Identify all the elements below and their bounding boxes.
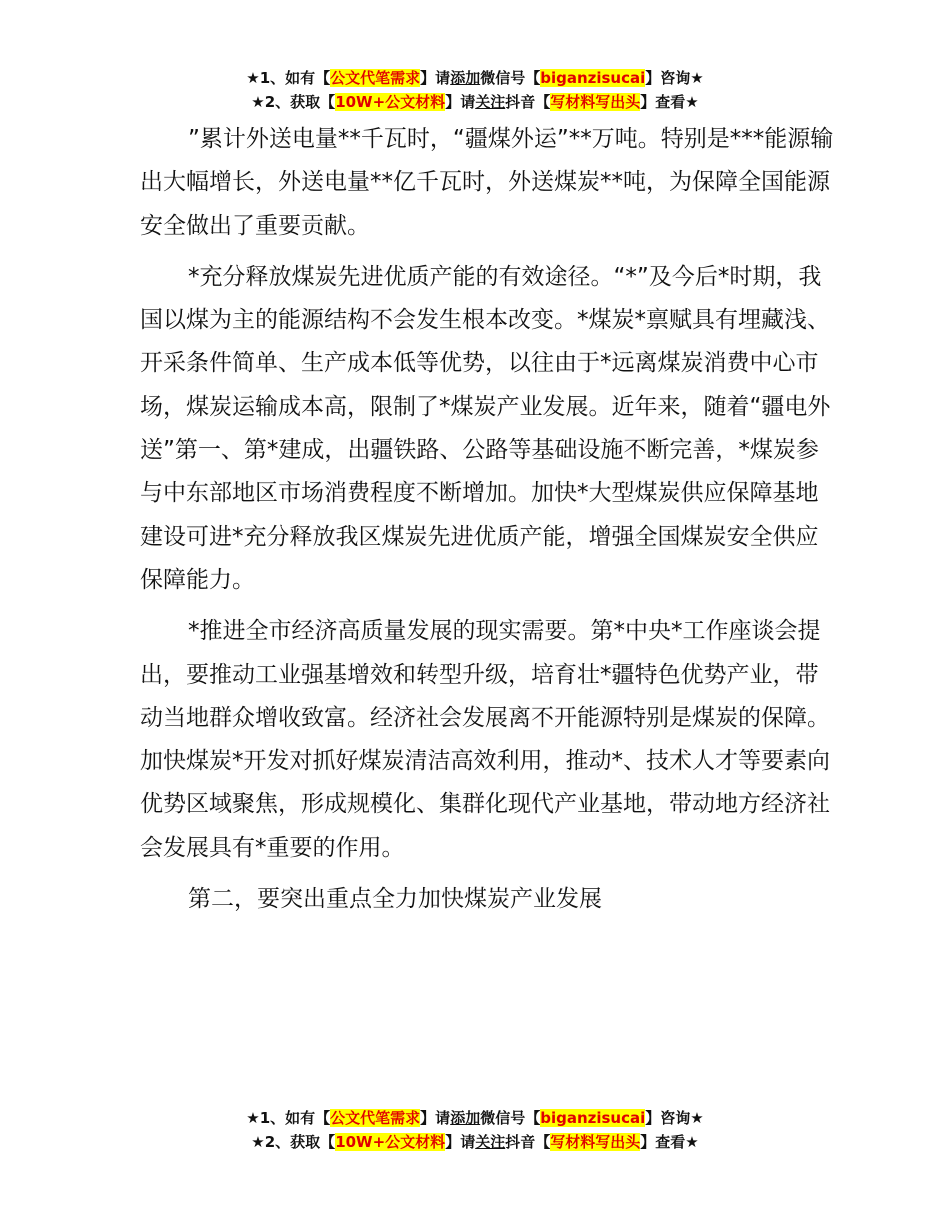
header-line-1-underlined: 添加: [450, 69, 481, 87]
document-body: [140, 118, 840, 929]
footer-banner: [0, 1106, 950, 1154]
footer-line-2-underlined: 关注: [475, 1133, 506, 1151]
header-line-1-highlight-service: 公文代笔需求: [330, 69, 421, 87]
footer-line-2-part1: ★2、获取【: [251, 1133, 336, 1151]
header-line-2-part4: 】查看★: [640, 93, 699, 111]
header-line-2-highlight-douyin: 写材料写出头: [550, 93, 641, 111]
footer-line-2: [0, 1130, 950, 1154]
header-line-2-part3: 抖音【: [505, 93, 551, 111]
section-heading: 第二，要突出重点全力加快煤炭产业发展: [188, 886, 602, 913]
header-line-1-part4: 】咨询★: [645, 69, 704, 87]
footer-line-1-highlight-service: 公文代笔需求: [330, 1109, 421, 1127]
footer-line-1-part2: 】请: [420, 1109, 451, 1127]
footer-line-2-part4: 】查看★: [640, 1133, 699, 1151]
header-line-1-part3: 微信号【: [480, 69, 541, 87]
header-line-1: [0, 66, 950, 90]
footer-line-2-part2: 】请: [445, 1133, 476, 1151]
footer-line-1: [0, 1106, 950, 1130]
body-paragraph-3: *推进全市经济高质量发展的现实需要。第*中央*工作座谈会提出，要推动工业强基增效和转型升级，培育壮*疆特色优势产业，带动当地群众增收致富。经济社会发展离不开能源特别是煤炭的保障。加快煤炭*开发对抓好煤炭清洁高效利用，推动*、技术人才等要素向优势区域聚焦，形成规模化、集群化现代产业基地，带动地方经济社会发展具有*重要的作用。: [140, 618, 830, 861]
body-paragraph-2: *充分释放煤炭先进优质产能的有效途径。“*”及今后*时期，我国以煤为主的能源结构不会发生根本改变。*煤炭*禀赋具有埋藏浅、开采条件简单、生产成本低等优势，以往由于*远离煤炭消费中心市场，煤炭运输成本高，限制了*煤炭产业发展。近年来，随着“疆电外送”第一、第*建成，出疆铁路、公路等基础设施不断完善，*煤炭参与中东部地区市场消费程度不断增加。加快*大型煤炭供应保障基地建设可进*充分释放我区煤炭先进优质产能，增强全国煤炭安全供应保障能力。: [140, 263, 831, 593]
header-line-1-part2: 】请: [420, 69, 451, 87]
footer-line-1-highlight-wechat-id: biganzisucai: [540, 1109, 646, 1127]
header-line-2: [0, 90, 950, 114]
header-line-2-underlined: 关注: [475, 93, 506, 111]
footer-line-2-highlight-materials: 10W+公文材料: [335, 1133, 446, 1151]
footer-line-1-part3: 微信号【: [480, 1109, 541, 1127]
footer-line-1-underlined: 添加: [450, 1109, 481, 1127]
header-line-2-part2: 】请: [445, 93, 476, 111]
header-line-2-highlight-materials: 10W+公文材料: [335, 93, 446, 111]
header-banner: [0, 66, 950, 114]
header-line-2-part1: ★2、获取【: [251, 93, 336, 111]
footer-line-2-part3: 抖音【: [505, 1133, 551, 1151]
body-paragraph-1: ”累计外送电量**千瓦时，“疆煤外运”**万吨。特别是***能源输出大幅增长，外送电量**亿千瓦时，外送煤炭**吨，为保障全国能源安全做出了重要贡献。: [140, 126, 834, 239]
footer-line-2-highlight-douyin: 写材料写出头: [550, 1133, 641, 1151]
header-line-1-highlight-wechat-id: biganzisucai: [540, 69, 646, 87]
header-line-1-part1: ★1、如有【: [246, 69, 331, 87]
footer-line-1-part1: ★1、如有【: [246, 1109, 331, 1127]
footer-line-1-part4: 】咨询★: [645, 1109, 704, 1127]
